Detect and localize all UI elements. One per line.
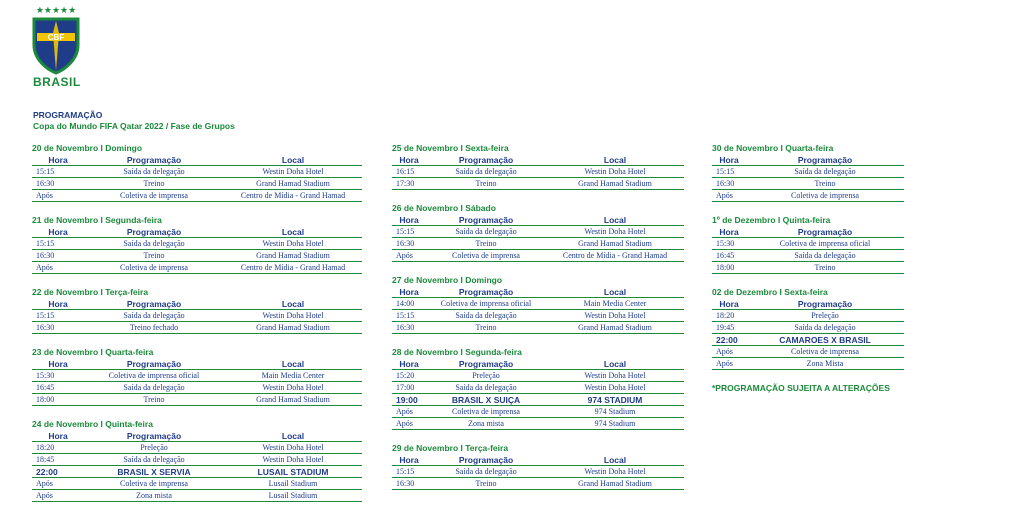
cell-hora: Após	[32, 478, 84, 490]
cell-hora: Após	[712, 358, 746, 370]
cell-programacao: Saída da delegação	[746, 250, 904, 262]
day-block	[712, 215, 904, 274]
day-block	[392, 203, 684, 262]
cell-local: Grand Hamad Stadium	[546, 238, 684, 250]
header-local: Local	[546, 454, 684, 466]
table-row	[392, 466, 684, 478]
logo-text: CBF	[47, 33, 65, 42]
table-row	[712, 250, 904, 262]
day-title: 25 de Novembro I Sexta-feira	[392, 143, 509, 153]
cell-hora: 15:15	[32, 166, 84, 178]
cell-hora: 16:30	[392, 478, 426, 490]
cell-programacao: Saída da delegação	[84, 454, 224, 466]
table-row	[32, 178, 362, 190]
schedule-table	[392, 214, 684, 262]
cell-programacao: Coletiva de imprensa	[84, 190, 224, 202]
table-row	[32, 490, 362, 502]
cell-hora: 15:30	[32, 370, 84, 382]
cell-hora: 18:20	[712, 310, 746, 322]
table-header-row	[32, 430, 362, 442]
table-header-row	[392, 454, 684, 466]
cell-local: Westin Doha Hotel	[224, 166, 362, 178]
cell-local: Westin Doha Hotel	[546, 310, 684, 322]
cell-local: Grand Hamad Stadium	[224, 178, 362, 190]
cell-programacao: Treino	[84, 178, 224, 190]
day-block	[32, 215, 362, 274]
cell-programacao: Saída da delegação	[84, 166, 224, 178]
table-row	[32, 442, 362, 454]
cell-programacao: Coletiva de imprensa oficial	[746, 238, 904, 250]
cell-hora: Após	[712, 346, 746, 358]
cell-programacao: Treino	[84, 394, 224, 406]
cell-local: Grand Hamad Stadium	[224, 322, 362, 334]
cell-programacao: Saída da delegação	[84, 382, 224, 394]
table-header-row	[392, 154, 684, 166]
table-row	[712, 178, 904, 190]
table-row	[392, 478, 684, 490]
cell-hora: 19:00	[392, 394, 426, 406]
cell-programacao: Zona mista	[84, 490, 224, 502]
cell-programacao: Saída da delegação	[426, 226, 546, 238]
table-header-row	[712, 298, 904, 310]
header-local: Local	[546, 286, 684, 298]
schedule-table	[712, 298, 904, 370]
header-programacao: Programação	[84, 430, 224, 442]
cell-hora: 17:00	[392, 382, 426, 394]
day-title: 28 de Novembro I Segunda-feira	[392, 347, 522, 357]
cell-programacao: Coletiva de imprensa oficial	[426, 298, 546, 310]
cell-local: Centro de Mídia - Grand Hamad	[224, 262, 362, 274]
cell-local: Grand Hamad Stadium	[546, 178, 684, 190]
schedule-table	[32, 298, 362, 334]
page-title: PROGRAMAÇÃO	[33, 110, 103, 120]
cell-local: Westin Doha Hotel	[546, 370, 684, 382]
day-title: 02 de Dezembro I Sexta-feira	[712, 287, 828, 297]
cell-hora: Após	[392, 418, 426, 430]
cell-hora: 22:00	[712, 334, 746, 346]
cell-programacao: Zona mista	[426, 418, 546, 430]
cell-hora: 19:45	[712, 322, 746, 334]
brand-text: BRASIL	[33, 75, 81, 89]
schedule-table	[712, 154, 904, 202]
cell-hora: 15:20	[392, 370, 426, 382]
cell-programacao: Zona Mista	[746, 358, 904, 370]
table-row	[392, 406, 684, 418]
cell-hora: Após	[32, 490, 84, 502]
day-block	[712, 143, 904, 202]
cell-local: 974 Stadium	[546, 406, 684, 418]
header-programacao: Programação	[84, 154, 224, 166]
table-row	[712, 334, 904, 346]
cell-hora: Após	[32, 262, 84, 274]
table-row	[32, 382, 362, 394]
header-hora: Hora	[392, 358, 426, 370]
header-local: Local	[224, 226, 362, 238]
cell-local: 974 STADIUM	[546, 394, 684, 406]
cell-hora: Após	[32, 190, 84, 202]
header-local: Local	[224, 298, 362, 310]
cell-programacao: Coletiva de imprensa	[746, 190, 904, 202]
cell-programacao: CAMAROES X BRASIL	[746, 334, 904, 346]
table-row	[392, 178, 684, 190]
table-header-row	[32, 154, 362, 166]
schedule-table	[392, 286, 684, 334]
header-local: Local	[224, 154, 362, 166]
cell-hora: 16:30	[392, 238, 426, 250]
header-programacao: Programação	[426, 286, 546, 298]
table-row	[32, 262, 362, 274]
table-row	[32, 238, 362, 250]
header-hora: Hora	[712, 226, 746, 238]
table-row	[392, 310, 684, 322]
table-row	[392, 370, 684, 382]
cell-local: Lusail Stadium	[224, 490, 362, 502]
table-row	[392, 382, 684, 394]
header-hora: Hora	[392, 454, 426, 466]
table-row	[392, 250, 684, 262]
cell-local: Westin Doha Hotel	[546, 466, 684, 478]
table-header-row	[392, 358, 684, 370]
cell-programacao: Treino	[746, 178, 904, 190]
table-row	[712, 346, 904, 358]
cell-programacao: Saída da delegação	[84, 238, 224, 250]
cell-hora: 16:30	[32, 322, 84, 334]
day-block	[392, 347, 684, 430]
cell-local: Grand Hamad Stadium	[546, 322, 684, 334]
schedule-table	[32, 226, 362, 274]
cell-local: Westin Doha Hotel	[224, 454, 362, 466]
cell-local: Westin Doha Hotel	[224, 442, 362, 454]
table-row	[32, 394, 362, 406]
cell-local: LUSAIL STADIUM	[224, 466, 362, 478]
cell-local: Lusail Stadium	[224, 478, 362, 490]
cell-programacao: BRASIL X SUIÇA	[426, 394, 546, 406]
table-row	[392, 166, 684, 178]
cell-local: Westin Doha Hotel	[546, 382, 684, 394]
day-block	[712, 287, 904, 370]
cell-local: Centro de Mídia - Grand Hamad	[224, 190, 362, 202]
schedule-table	[32, 358, 362, 406]
day-title: 26 de Novembro I Sábado	[392, 203, 496, 213]
cell-programacao: Preleção	[84, 442, 224, 454]
cbf-shield-icon	[28, 15, 84, 75]
table-row	[392, 394, 684, 406]
header-hora: Hora	[32, 154, 84, 166]
cell-programacao: Treino	[426, 178, 546, 190]
table-row	[32, 322, 362, 334]
cell-hora: 15:15	[32, 310, 84, 322]
header-programacao: Programação	[746, 298, 904, 310]
day-block	[392, 143, 684, 190]
table-row	[32, 478, 362, 490]
cell-hora: 22:00	[32, 466, 84, 478]
table-header-row	[32, 226, 362, 238]
table-row	[712, 166, 904, 178]
header-hora: Hora	[32, 226, 84, 238]
cell-local: Westin Doha Hotel	[224, 382, 362, 394]
schedule-table	[712, 226, 904, 274]
header-hora: Hora	[32, 430, 84, 442]
schedule-column-1	[32, 143, 362, 515]
cell-programacao: Treino fechado	[84, 322, 224, 334]
header-hora: Hora	[392, 286, 426, 298]
table-row	[392, 238, 684, 250]
cell-hora: 16:30	[32, 178, 84, 190]
cell-programacao: Treino	[426, 478, 546, 490]
cell-programacao: Coletiva de imprensa	[84, 478, 224, 490]
stars-icon: ★★★★★	[35, 5, 77, 15]
cell-hora: 18:45	[32, 454, 84, 466]
cell-local: Grand Hamad Stadium	[224, 394, 362, 406]
cell-hora: 15:15	[712, 166, 746, 178]
cell-programacao: Coletiva de imprensa	[746, 346, 904, 358]
header-programacao: Programação	[84, 298, 224, 310]
cell-local: Centro de Mídia - Grand Hamad	[546, 250, 684, 262]
table-row	[32, 190, 362, 202]
day-block	[392, 275, 684, 334]
day-title: 30 de Novembro I Quarta-feira	[712, 143, 834, 153]
cell-local: Westin Doha Hotel	[546, 226, 684, 238]
schedule-table	[392, 154, 684, 190]
header-programacao: Programação	[426, 454, 546, 466]
cell-local: Westin Doha Hotel	[224, 310, 362, 322]
schedule-table	[32, 154, 362, 202]
day-block	[32, 347, 362, 406]
day-block	[392, 443, 684, 490]
table-row	[712, 238, 904, 250]
day-block	[32, 419, 362, 502]
disclaimer-note: *PROGRAMAÇÃO SUJEITA A ALTERAÇÕES	[712, 383, 890, 393]
header-programacao: Programação	[426, 214, 546, 226]
cell-programacao: Saída da delegação	[426, 310, 546, 322]
cell-programacao: Saída da delegação	[426, 466, 546, 478]
cell-programacao: Saída da delegação	[746, 166, 904, 178]
cell-local: Main Media Center	[546, 298, 684, 310]
cell-programacao: Treino	[746, 262, 904, 274]
header-local: Local	[224, 430, 362, 442]
table-row	[712, 358, 904, 370]
day-block	[32, 287, 362, 334]
table-header-row	[32, 358, 362, 370]
table-row	[32, 370, 362, 382]
table-row	[712, 190, 904, 202]
day-title: 27 de Novembro I Domingo	[392, 275, 503, 285]
header-hora: Hora	[712, 298, 746, 310]
day-block	[32, 143, 362, 202]
cell-hora: 15:15	[392, 226, 426, 238]
header-programacao: Programação	[426, 358, 546, 370]
header-local: Local	[546, 154, 684, 166]
cell-hora: 17:30	[392, 178, 426, 190]
cell-local: Grand Hamad Stadium	[546, 478, 684, 490]
cell-hora: 16:30	[712, 178, 746, 190]
schedule-table	[392, 358, 684, 430]
cell-hora: 15:15	[392, 466, 426, 478]
cell-hora: 16:15	[392, 166, 426, 178]
schedule-table	[32, 430, 362, 502]
day-title: 24 de Novembro I Quinta-feira	[32, 419, 153, 429]
table-row	[392, 418, 684, 430]
cell-hora: 18:00	[32, 394, 84, 406]
cell-programacao: Treino	[426, 238, 546, 250]
cell-local: Westin Doha Hotel	[546, 166, 684, 178]
cell-hora: Após	[392, 250, 426, 262]
page-subtitle: Copa do Mundo FIFA Qatar 2022 / Fase de Grupos	[33, 121, 235, 131]
header-hora: Hora	[392, 214, 426, 226]
cell-hora: Após	[392, 406, 426, 418]
cell-programacao: Saída da delegação	[746, 322, 904, 334]
table-row	[712, 310, 904, 322]
header-programacao: Programação	[84, 226, 224, 238]
table-row	[712, 262, 904, 274]
day-title: 22 de Novembro I Terça-feira	[32, 287, 149, 297]
cell-hora: 15:15	[32, 238, 84, 250]
cell-programacao: Coletiva de imprensa	[84, 262, 224, 274]
cell-programacao: Coletiva de imprensa	[426, 250, 546, 262]
schedule-column-3	[712, 143, 904, 393]
table-header-row	[392, 214, 684, 226]
cell-hora: 16:45	[32, 382, 84, 394]
table-header-row	[392, 286, 684, 298]
cell-hora: 16:45	[712, 250, 746, 262]
cell-programacao: Treino	[426, 322, 546, 334]
cell-local: Grand Hamad Stadium	[224, 250, 362, 262]
cell-programacao: Saída da delegação	[426, 382, 546, 394]
table-header-row	[32, 298, 362, 310]
cell-hora: 15:15	[392, 310, 426, 322]
table-row	[712, 322, 904, 334]
table-row	[32, 454, 362, 466]
header-local: Local	[546, 358, 684, 370]
table-header-row	[712, 154, 904, 166]
table-header-row	[712, 226, 904, 238]
header-local: Local	[224, 358, 362, 370]
table-row	[32, 466, 362, 478]
header-programacao: Programação	[746, 154, 904, 166]
cell-hora: 14:00	[392, 298, 426, 310]
table-row	[392, 226, 684, 238]
schedule-column-2	[392, 143, 684, 503]
cell-programacao: Saída da delegação	[84, 310, 224, 322]
cell-hora: 16:30	[32, 250, 84, 262]
table-row	[392, 322, 684, 334]
cell-programacao: Treino	[84, 250, 224, 262]
table-row	[392, 298, 684, 310]
day-title: 21 de Novembro I Segunda-feira	[32, 215, 162, 225]
day-title: 20 de Novembro I Domingo	[32, 143, 143, 153]
header-local: Local	[546, 214, 684, 226]
header-hora: Hora	[392, 154, 426, 166]
header-programacao: Programação	[426, 154, 546, 166]
cell-hora: Após	[712, 190, 746, 202]
cell-programacao: Coletiva de imprensa	[426, 406, 546, 418]
cell-programacao: Coletiva de imprensa oficial	[84, 370, 224, 382]
cell-hora: 15:30	[712, 238, 746, 250]
cell-programacao: Preleção	[426, 370, 546, 382]
day-title: 1º de Dezembro I Quinta-feira	[712, 215, 831, 225]
table-row	[32, 166, 362, 178]
cell-local: Westin Doha Hotel	[224, 238, 362, 250]
header-programacao: Programação	[746, 226, 904, 238]
table-row	[32, 250, 362, 262]
day-title: 29 de Novembro I Terça-feira	[392, 443, 509, 453]
cell-local: Main Media Center	[224, 370, 362, 382]
cell-programacao: Preleção	[746, 310, 904, 322]
cell-programacao: Saída da delegação	[426, 166, 546, 178]
header-hora: Hora	[32, 298, 84, 310]
day-title: 23 de Novembro I Quarta-feira	[32, 347, 154, 357]
cell-hora: 18:20	[32, 442, 84, 454]
header-programacao: Programação	[84, 358, 224, 370]
cell-hora: 18:00	[712, 262, 746, 274]
table-row	[32, 310, 362, 322]
header-hora: Hora	[32, 358, 84, 370]
schedule-table	[392, 454, 684, 490]
header-hora: Hora	[712, 154, 746, 166]
cell-local: 974 Stadium	[546, 418, 684, 430]
cell-hora: 16:30	[392, 322, 426, 334]
cell-programacao: BRASIL X SERVIA	[84, 466, 224, 478]
